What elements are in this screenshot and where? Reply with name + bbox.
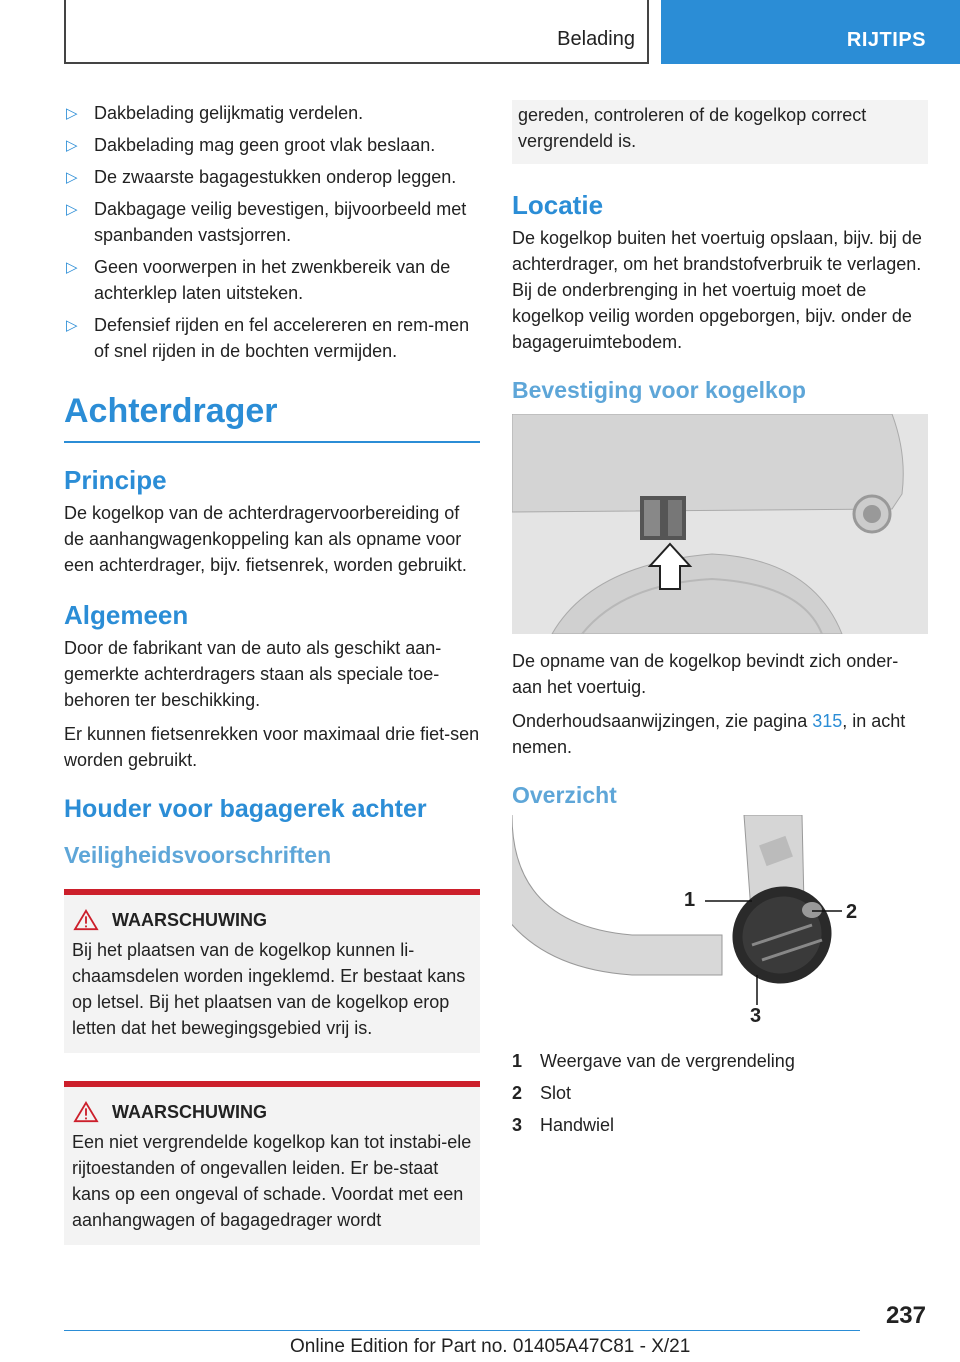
ball-head-mount-image	[512, 414, 928, 634]
triangle-bullet-icon: ▷	[66, 317, 78, 334]
warning-box-2	[64, 1081, 480, 1245]
car-underside-illustration	[512, 414, 928, 634]
triangle-bullet-icon: ▷	[66, 137, 78, 154]
header-chapter-label: RIJTIPS	[846, 29, 926, 51]
right-column	[512, 100, 928, 1141]
houder-heading: Houder voor bagagerek achter	[64, 795, 427, 823]
triangle-bullet-icon: ▷	[66, 105, 78, 122]
list-item: ▷ Dakbagage veilig bevestigen, bijvoorbeeld met spanbanden vastsjorren.	[66, 199, 467, 245]
ball-head-overview-image	[512, 815, 928, 1035]
callout-2: 2	[846, 901, 858, 923]
algemeen-heading: Algemeen	[64, 600, 189, 630]
list-item: 2 Slot	[512, 1083, 572, 1103]
safety-heading: Veiligheidsvoorschriften	[64, 842, 332, 868]
mount-location-text: De opname van de kogelkop bevindt zich onder-aan het voertuig.	[512, 651, 899, 697]
principe-text: De kogelkop van de achterdragervoorbereiding of de aanhangwagenkoppeling kan als opname voor een achterdrager, bijv. fietsenrek, worden gebruikt.	[64, 503, 467, 575]
roof-load-bullet-list	[64, 100, 480, 364]
triangle-bullet-icon: ▷	[66, 201, 78, 218]
bevestiging-heading: Bevestiging voor kogelkop	[512, 377, 806, 403]
page-number: 237	[885, 1302, 926, 1329]
list-item: ▷ Defensief rijden en fel accelereren en rem-men of snel rijden in de bochten vermijden.	[66, 315, 470, 361]
list-item: ▷ Geen voorwerpen in het zwenkbereik van de achterklep laten uitsteken.	[66, 257, 451, 303]
principe-heading: Principe	[64, 465, 167, 495]
locatie-text: De kogelkop buiten het voertuig opslaan, bijv. bij de achterdrager, om het brandstofverbruik te verlagen. Bij de onderbrenging in het voertuig moet de kogelkop veilig worden opgeborgen, bijv. onder de bagageruimtebodem.	[512, 228, 922, 352]
left-column	[64, 100, 480, 1245]
callout-1: 1	[684, 889, 696, 911]
warning-label: WAARSCHUWING	[112, 1101, 267, 1122]
triangle-bullet-icon: ▷	[66, 169, 78, 186]
algemeen-paragraph-2: Er kunnen fietsenrekken voor maximaal drie fiet-sen worden gebruikt.	[64, 724, 480, 770]
header-chapter-tab[interactable]	[661, 0, 960, 64]
warning-triangle-icon	[72, 1101, 100, 1123]
warning-continuation-text: gereden, controleren of de kogelkop correct vergrendeld is.	[518, 105, 867, 151]
page-reference-link[interactable]: 315	[812, 711, 843, 731]
header-section-box	[64, 0, 649, 64]
warning-box-1	[64, 889, 480, 1053]
ball-head-illustration	[512, 815, 928, 1035]
warning-text: Een niet vergrendelde kogelkop kan tot instabi-ele rijtoestanden of ongevallen leiden. Er be-staat kans op een ongeval of schade. Voordat met een aanhangwagen of bagagedrager wordt	[72, 1132, 472, 1230]
triangle-bullet-icon: ▷	[66, 259, 78, 276]
locatie-heading: Locatie	[512, 190, 604, 220]
header-section-label: Belading	[557, 28, 635, 50]
chapter-heading: Achterdrager	[64, 392, 480, 443]
list-item: 1 Weergave van de vergrendeling	[512, 1051, 795, 1071]
maintenance-reference-text: Onderhoudsaanwijzingen, zie pagina 315, in acht nemen.	[512, 711, 906, 757]
warning-continuation	[512, 100, 928, 164]
overzicht-heading: Overzicht	[512, 782, 617, 808]
algemeen-paragraph-1: Door de fabrikant van de auto als geschikt aan-gemerkte achterdragers staan als speciale toe-behoren ter beschikking.	[64, 638, 442, 710]
list-item: ▷ Dakbelading mag geen groot vlak beslaan.	[64, 132, 480, 158]
legend-list	[512, 1045, 928, 1141]
footer-divider	[64, 1330, 860, 1331]
edition-footer: Online Edition for Part no. 01405A47C81 - X/21	[290, 1336, 691, 1357]
list-item: ▷ Dakbelading gelijkmatig verdelen.	[64, 100, 480, 126]
list-item: ▷ De zwaarste bagagestukken onderop leggen.	[64, 164, 480, 190]
warning-label: WAARSCHUWING	[112, 909, 267, 930]
list-item: 3 Handwiel	[512, 1115, 615, 1135]
warning-triangle-icon	[72, 909, 100, 931]
callout-3: 3	[750, 1005, 762, 1027]
warning-text: Bij het plaatsen van de kogelkop kunnen li-chaamsdelen worden ingeklemd. Er bestaat kans op letsel. Bij het plaatsen van de kogelkop erop letten dat het bewegingsgebied vrij is.	[72, 940, 466, 1038]
